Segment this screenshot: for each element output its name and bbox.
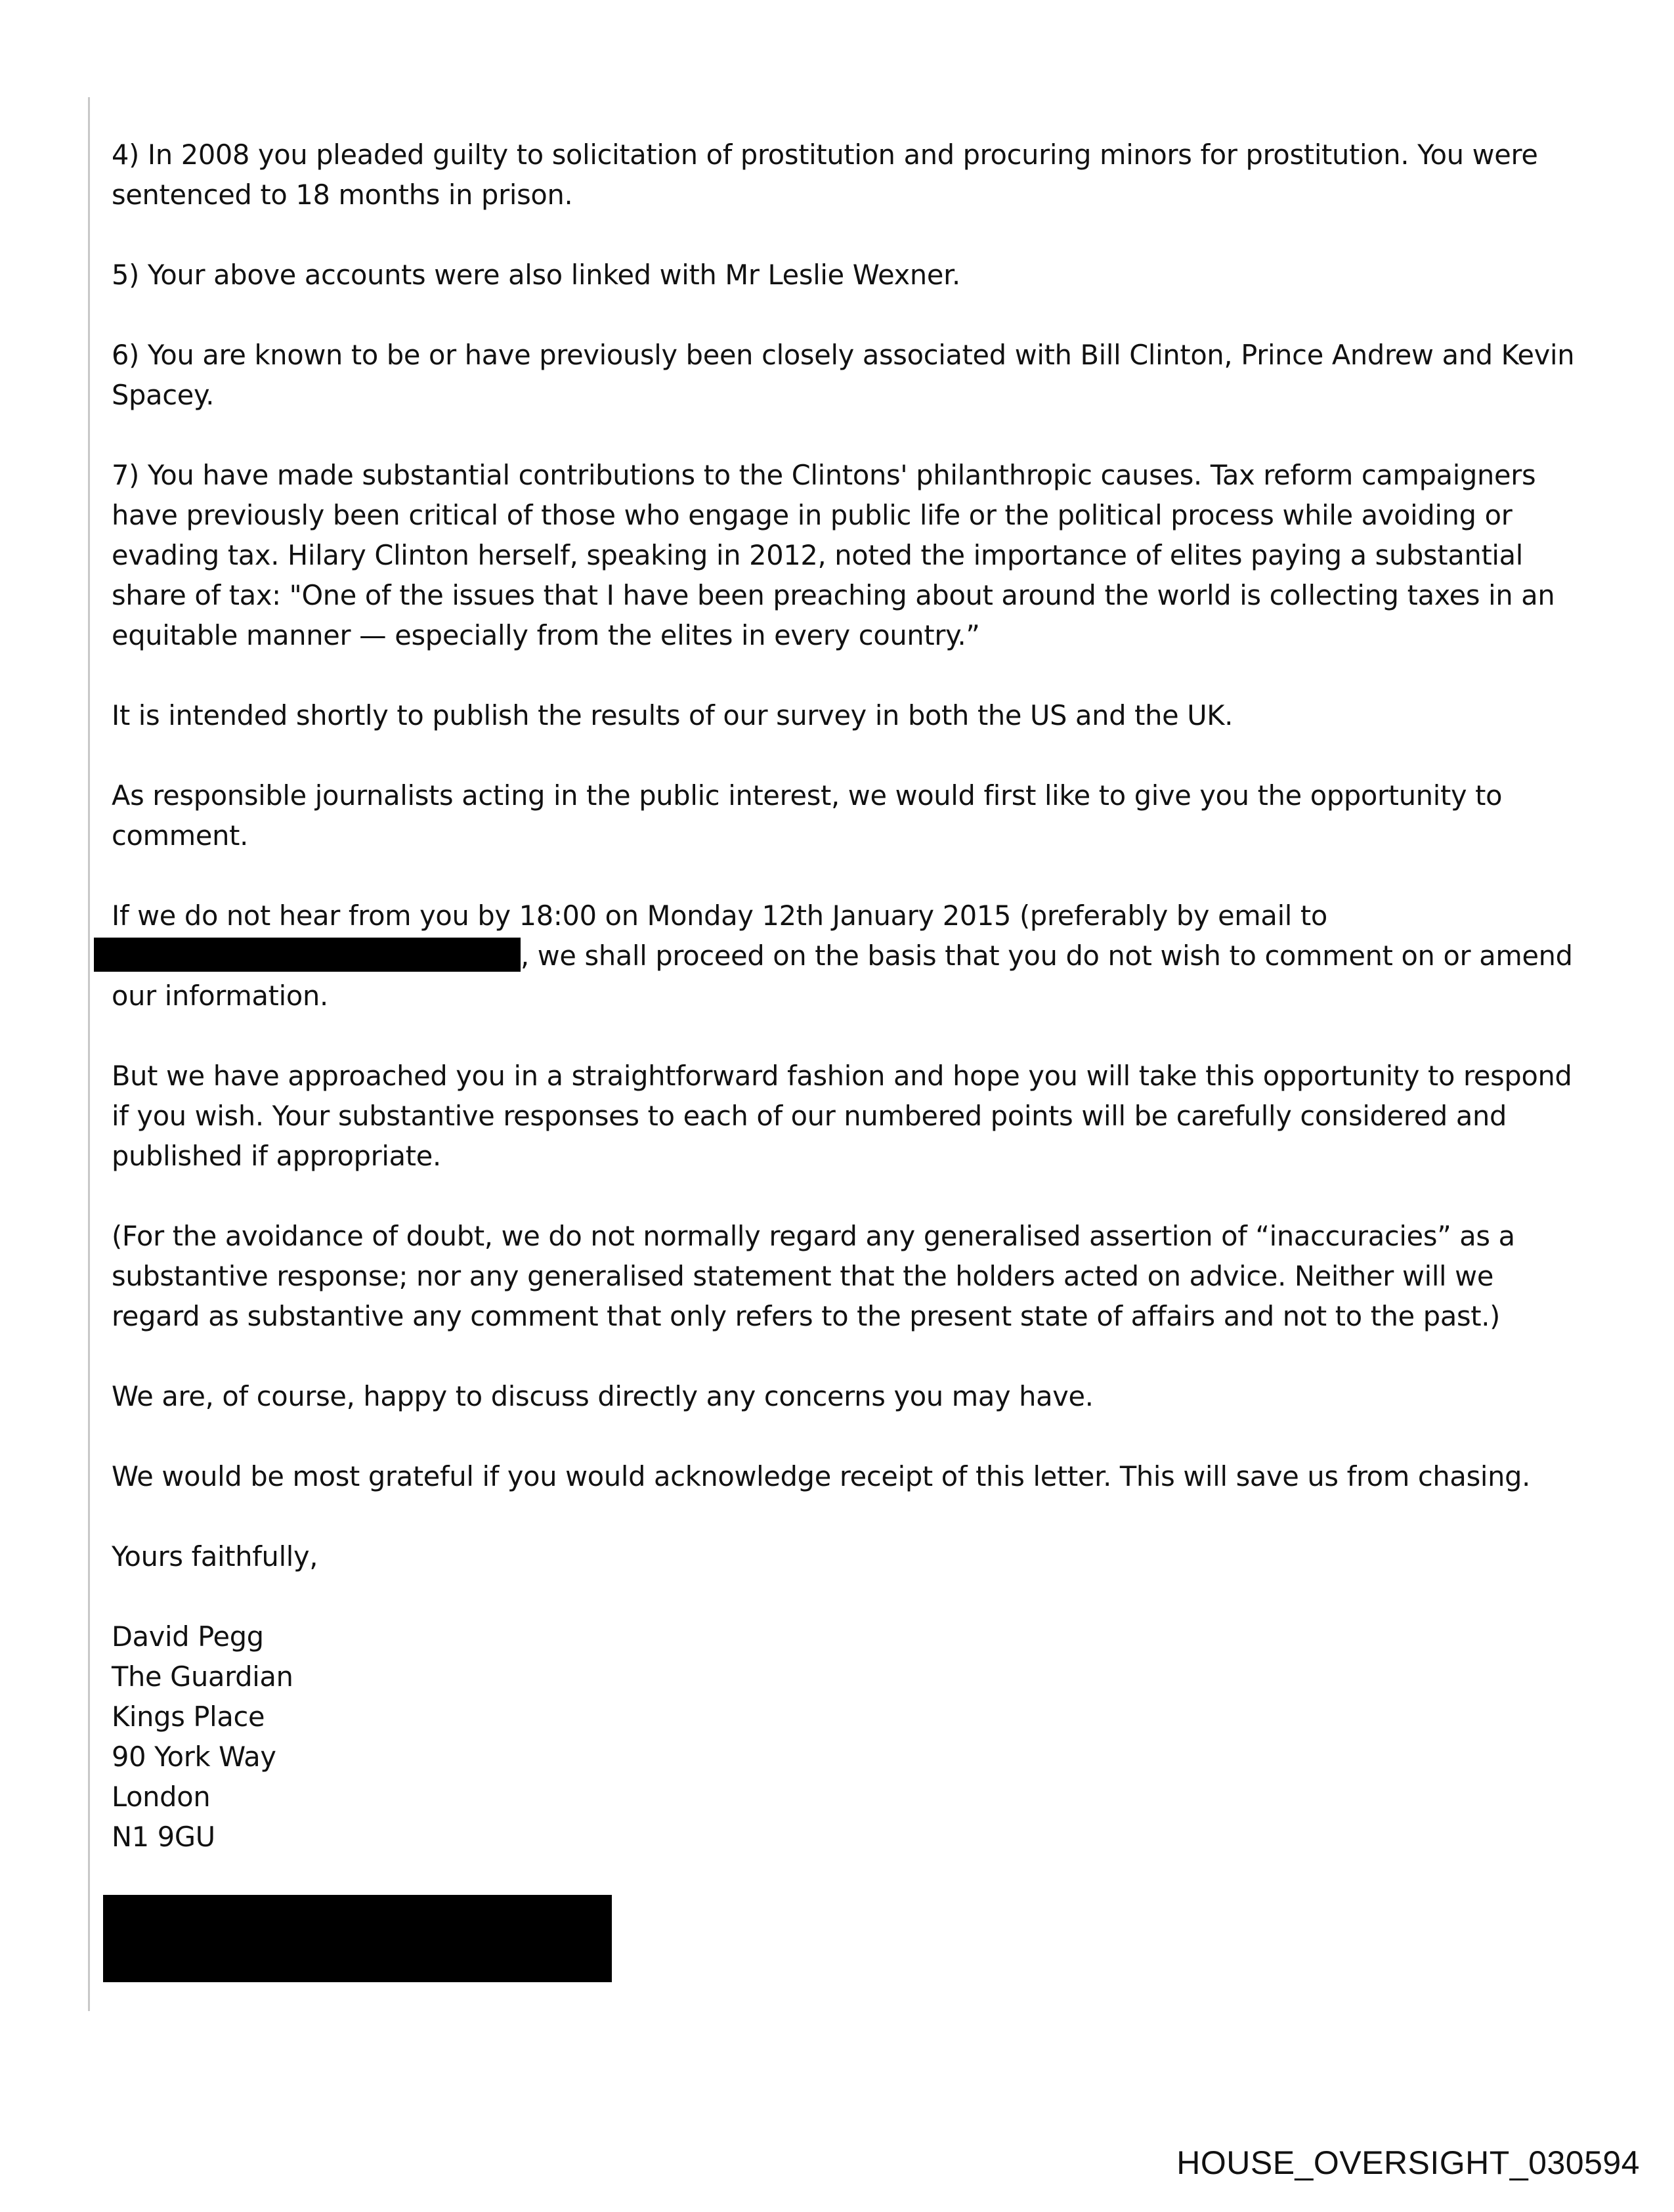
paragraph-deadline (112, 896, 1582, 1016)
signature-city: London (112, 1781, 211, 1813)
signature-block (112, 1616, 1582, 1857)
redacted-block (103, 1895, 612, 1982)
paragraph-point-5: 5) Your above accounts were also linked with Mr Leslie Wexner. (112, 259, 960, 291)
signature-postcode: N1 9GU (112, 1821, 215, 1853)
paragraph-point-4: 4) In 2008 you pleaded guilty to solicitation of prostitution and procuring minors for prostitution. You were sentenced to 18 months in prison. (112, 139, 1538, 211)
bates-number: HOUSE_OVERSIGHT_030594 (1176, 2144, 1640, 2181)
paragraph-publish: It is intended shortly to publish the results of our survey in both the US and the UK. (112, 699, 1234, 731)
paragraph-opportunity: As responsible journalists acting in the public interest, we would first like to give you the opportunity to comment. (112, 779, 1503, 852)
deadline-text-before: If we do not hear from you by 18:00 on Monday 12th January 2015 (preferably by email to (112, 900, 1327, 932)
paragraph-avoidance: (For the avoidance of doubt, we do not normally regard any generalised assertion of “inaccuracies” as a substantive response; nor any generalised statement that the holders acted on advice. Neither will we regard as substantive any comment that only refers to the present state of affairs and not to the past.) (112, 1220, 1515, 1332)
quote-margin-rule (88, 97, 90, 2011)
redacted-email (94, 938, 521, 972)
signature-building: Kings Place (112, 1701, 265, 1733)
deadline-text-after: , we shall proceed on the basis that you do not wish to comment on or amend our information. (112, 940, 1573, 1012)
signature-organisation: The Guardian (112, 1660, 293, 1693)
paragraph-acknowledge: We would be most grateful if you would acknowledge receipt of this letter. This will save us from chasing. (112, 1460, 1531, 1492)
signature-name: David Pegg (112, 1620, 264, 1653)
letter-body (112, 135, 1582, 1857)
paragraph-point-6: 6) You are known to be or have previously been closely associated with Bill Clinton, Prince Andrew and Kevin Spacey. (112, 339, 1575, 411)
signature-street: 90 York Way (112, 1741, 276, 1773)
paragraph-approach: But we have approached you in a straightforward fashion and hope you will take this opportunity to respond if you wish. Your substantive responses to each of our numbered points will be carefully considered and published if appropriate. (112, 1060, 1572, 1172)
closing-salutation: Yours faithfully, (112, 1540, 318, 1572)
paragraph-point-7: 7) You have made substantial contributions to the Clintons' philanthropic causes. Tax reform campaigners have previously been critical of those who engage in public life or the political process while avoiding or evading tax. Hilary Clinton herself, speaking in 2012, noted the importance of elites paying a substantial share of tax: "One of the issues that I have been preaching about around the world is collecting taxes in an equitable manner — especially from the elites in every country.” (112, 459, 1555, 651)
paragraph-discuss: We are, of course, happy to discuss directly any concerns you may have. (112, 1380, 1094, 1412)
